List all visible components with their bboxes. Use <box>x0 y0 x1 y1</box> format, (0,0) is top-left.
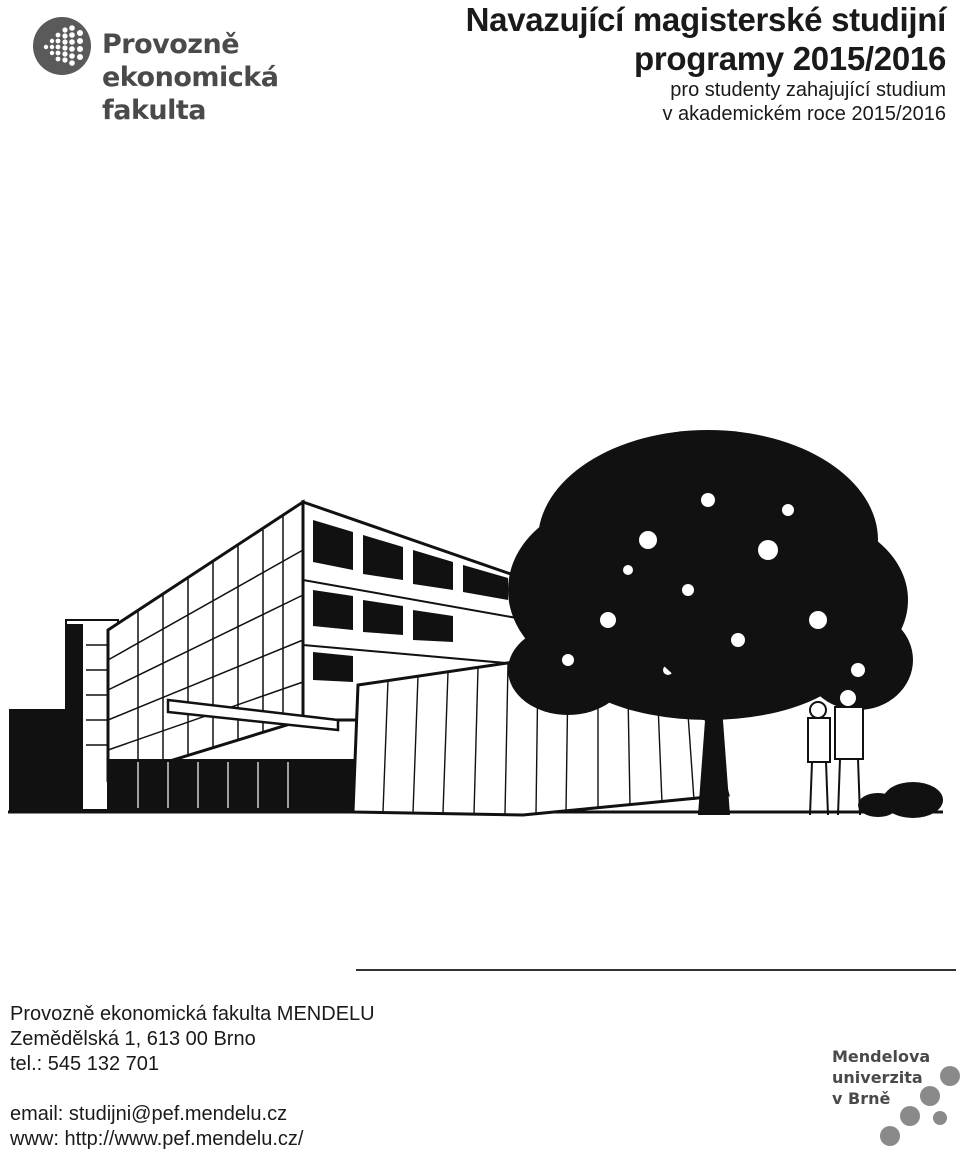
building-illustration <box>8 420 948 840</box>
contact-phone: tel.: 545 132 701 <box>10 1053 160 1075</box>
university-logo-line2: univerzita <box>832 1068 923 1087</box>
faculty-logo-dots-icon <box>32 16 92 76</box>
contact-website[interactable]: www: http://www.pef.mendelu.cz/ <box>10 1128 304 1150</box>
contact-email[interactable]: email: studijni@pef.mendelu.cz <box>10 1103 288 1125</box>
faculty-logo-line1: Provozně <box>102 29 240 60</box>
document-subtitle-line1: pro studenty zahajující studium <box>670 79 946 101</box>
contact-faculty-name: Provozně ekonomická fakulta MENDELU <box>10 1003 375 1025</box>
document-title-line1: Navazující magisterské studijní <box>465 1 946 38</box>
contact-address: Zemědělská 1, 613 00 Brno <box>10 1028 256 1050</box>
university-logo-line3: v Brně <box>832 1089 891 1108</box>
faculty-logo-line2: ekonomická <box>102 62 279 93</box>
footer-divider <box>356 969 956 971</box>
contact-block <box>10 1002 375 1152</box>
document-header <box>466 0 946 126</box>
faculty-logo-text <box>102 28 278 127</box>
university-logo-dots-icon <box>832 1046 960 1156</box>
university-logo <box>832 1046 960 1156</box>
document-title-line2: programy 2015/2016 <box>634 40 946 77</box>
contact-spacer <box>10 1077 375 1102</box>
faculty-logo-line3: fakulta <box>102 95 207 126</box>
faculty-logo <box>32 16 292 136</box>
university-logo-line1: Mendelova <box>832 1047 931 1066</box>
document-subtitle-line2: v akademickém roce 2015/2016 <box>662 103 946 125</box>
